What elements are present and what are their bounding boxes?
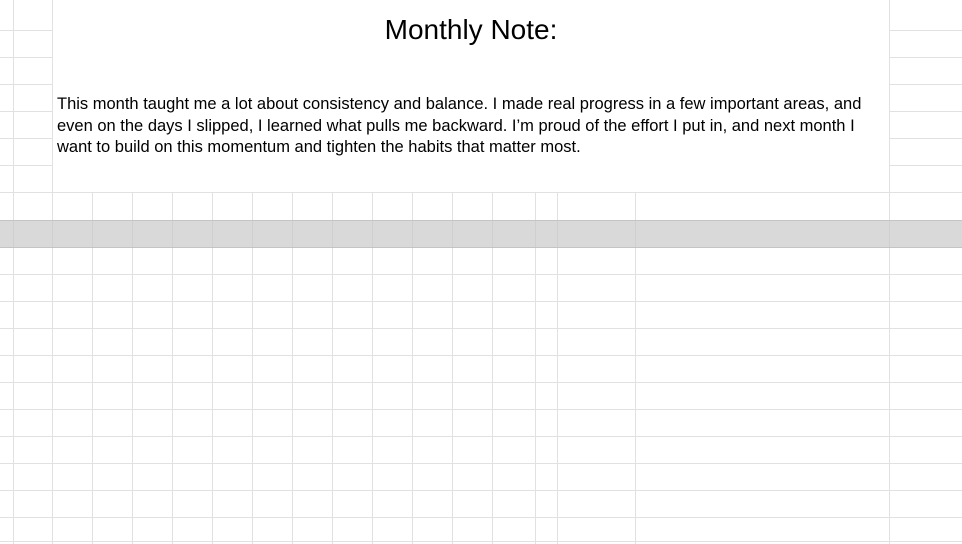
- separator-row-band: [0, 220, 962, 247]
- note-title: Monthly Note:: [384, 14, 558, 45]
- note-body: This month taught me a lot about consistency and balance. I made real progress in a few important areas, and even on the days I slipped, I learned what pulls me backward. I’m proud of the effort I put in, and next month I want to build on this momentum and tighten the habits that matter most.: [57, 95, 862, 156]
- monthly-note-cell[interactable]: [53, 0, 889, 192]
